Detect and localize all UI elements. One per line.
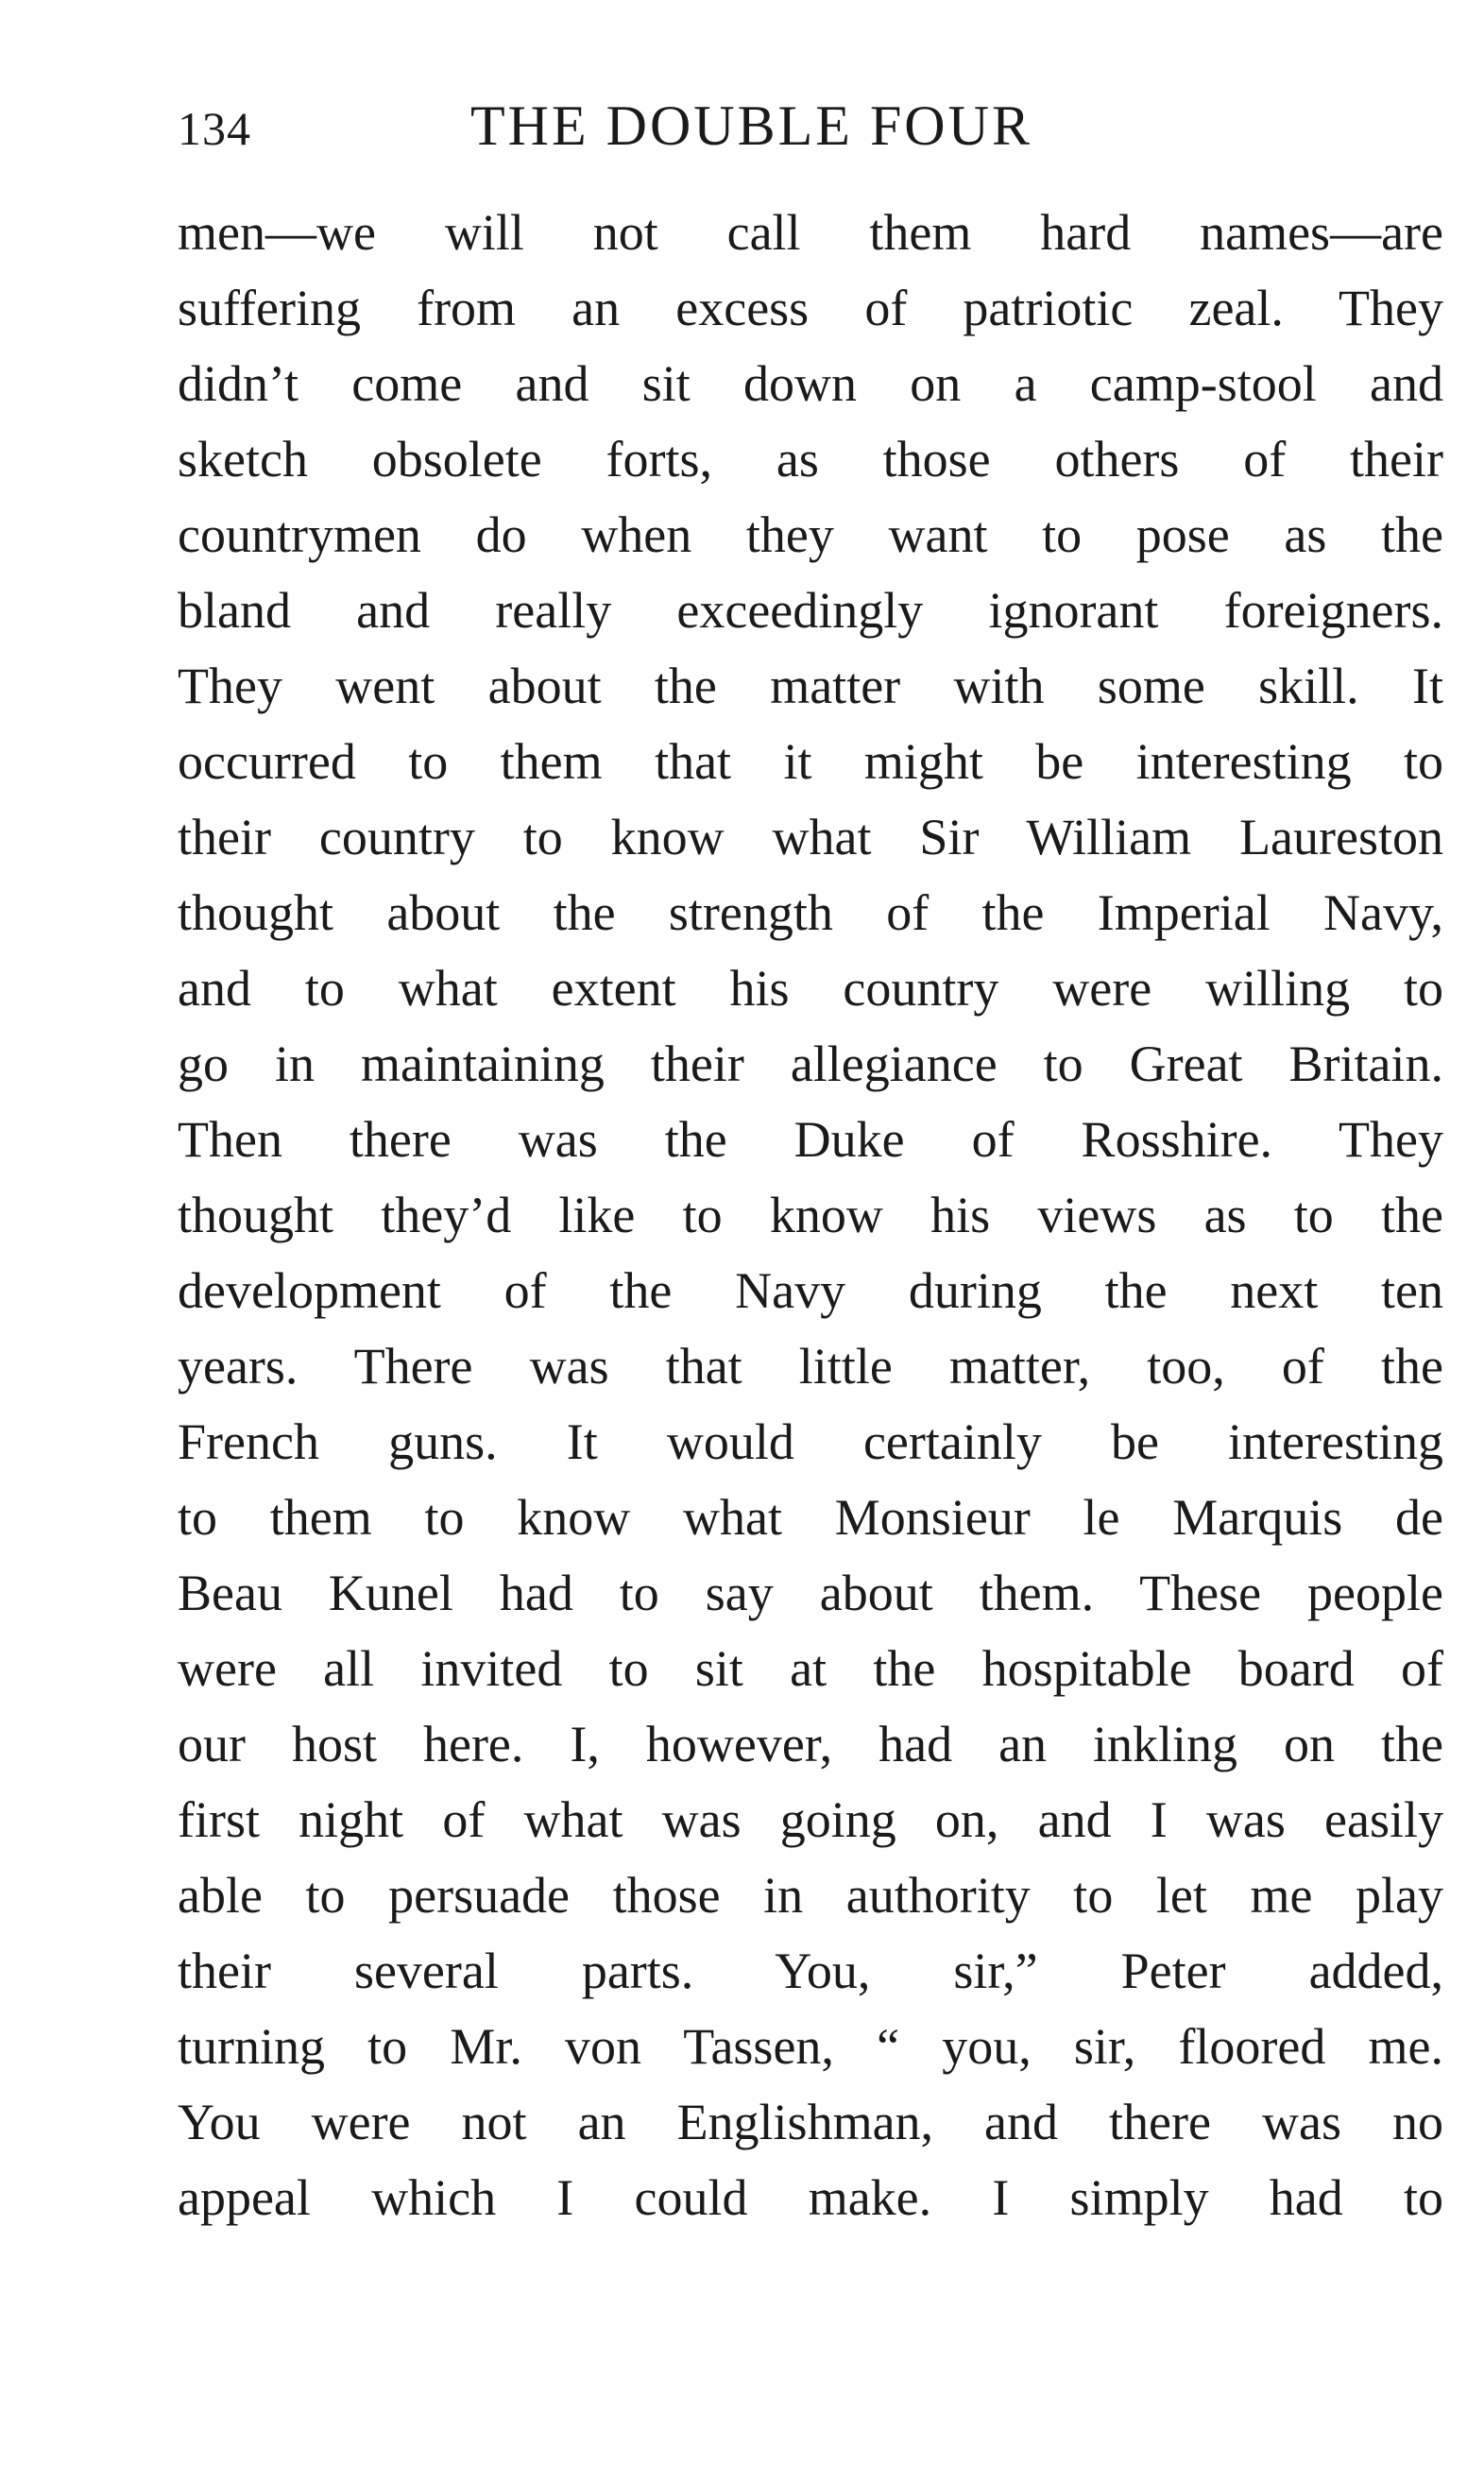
text-line: Then there was the Duke of Rosshire. They: [178, 1111, 1443, 1168]
text-line: occurred to them that it might be interesting to: [178, 733, 1443, 790]
text-line: first night of what was going on, and I was easily: [178, 1791, 1443, 1848]
text-line: turning to Mr. von Tassen, “ you, sir, floored me.: [178, 2018, 1443, 2075]
text-line: They went about the matter with some skill. It: [178, 658, 1443, 714]
text-line: You were not an Englishman, and there was no: [178, 2094, 1443, 2150]
text-line: their country to know what Sir William Laureston: [178, 809, 1443, 865]
text-line: to them to know what Monsieur le Marquis de: [178, 1489, 1443, 1546]
text-line: Beau Kunel had to say about them. These people: [178, 1565, 1443, 1621]
text-line: men—we will not call them hard names—are: [178, 204, 1443, 261]
text-line: thought they’d like to know his views as to the: [178, 1187, 1443, 1243]
text-line: didn’t come and sit down on a camp-stool and: [178, 355, 1443, 412]
running-title: THE DOUBLE FOUR: [470, 94, 1032, 157]
text-line: bland and really exceedingly ignorant foreigners.: [178, 582, 1443, 639]
text-line: and to what extent his country were willing to: [178, 960, 1443, 1017]
text-line: their several parts. You, sir,” Peter added,: [178, 1943, 1443, 1999]
text-line: were all invited to sit at the hospitable board of: [178, 1640, 1443, 1697]
body-text: [178, 195, 1443, 2235]
text-line: countrymen do when they want to pose as the: [178, 506, 1443, 563]
page-number: 134: [178, 102, 251, 155]
text-line: years. There was that little matter, too, of the: [178, 1338, 1443, 1395]
text-line: thought about the strength of the Imperial Navy,: [178, 884, 1443, 941]
text-line: French guns. It would certainly be interesting: [178, 1413, 1443, 1470]
text-line: sketch obsolete forts, as those others of their: [178, 431, 1443, 488]
text-line: able to persuade those in authority to let me play: [178, 1867, 1443, 1924]
text-line: appeal which I could make. I simply had to: [178, 2169, 1443, 2226]
text-line: go in maintaining their allegiance to Great Britain.: [178, 1036, 1443, 1092]
text-line: development of the Navy during the next ten: [178, 1262, 1443, 1319]
page-header: [178, 90, 1443, 165]
text-line: our host here. I, however, had an inkling on the: [178, 1716, 1443, 1772]
text-line: suffering from an excess of patriotic zeal. They: [178, 280, 1443, 336]
